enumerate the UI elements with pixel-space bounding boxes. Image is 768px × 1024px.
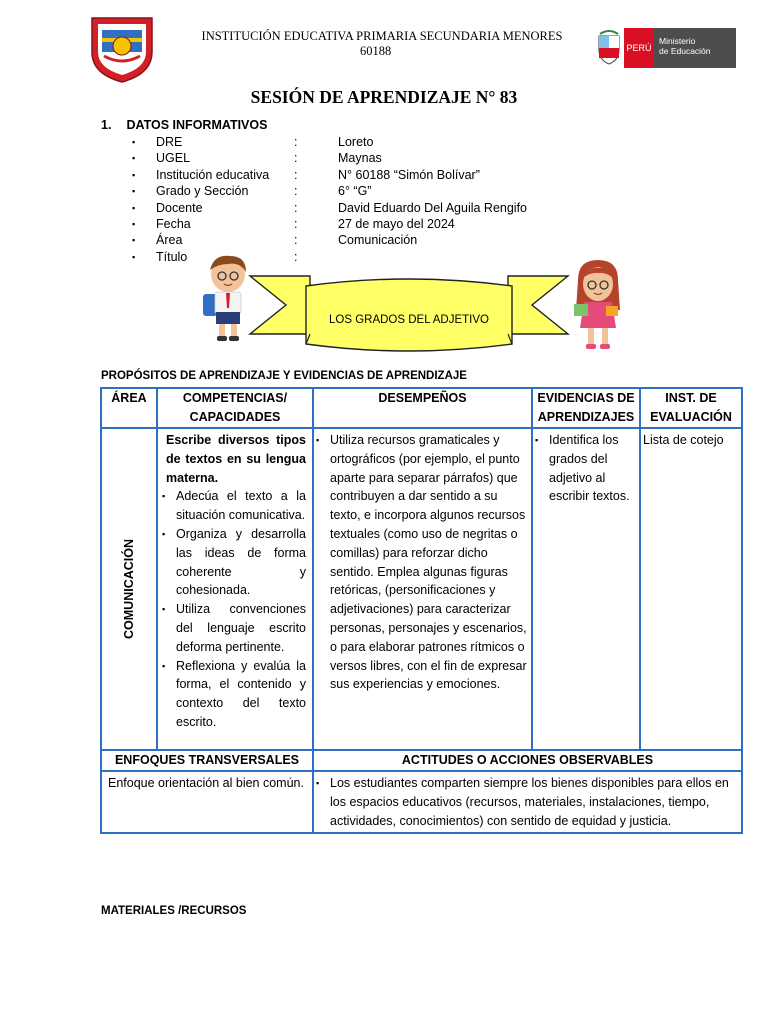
list-item bbox=[162, 487, 306, 525]
bullet-icon: ▪ bbox=[132, 251, 136, 262]
info-value: David Eduardo Del Aguila Rengifo bbox=[338, 200, 528, 215]
info-value: Comunicación bbox=[338, 233, 418, 248]
table-row bbox=[101, 771, 742, 833]
info-separator: : bbox=[294, 135, 298, 149]
list-item bbox=[316, 774, 737, 830]
desempenos-cell bbox=[313, 428, 532, 750]
ministry-line1: Ministerio bbox=[659, 36, 696, 46]
bullet-icon: ▪ bbox=[132, 169, 136, 180]
header-enfoques: ENFOQUES TRANSVERSALES bbox=[101, 750, 313, 771]
bullet-icon: ▪ bbox=[162, 491, 166, 502]
list-item bbox=[535, 431, 635, 506]
bullet-icon: ▪ bbox=[535, 435, 539, 445]
bullet-icon: ▪ bbox=[132, 137, 136, 147]
purposes-title: PROPÓSITOS DE APRENDIZAJE Y EVIDENCIAS DE APRENDIZAJE bbox=[101, 370, 467, 382]
peru-label: PERÚ bbox=[624, 28, 654, 68]
info-separator: : bbox=[294, 233, 298, 248]
info-value: N° 60188 “Simón Bolívar” bbox=[338, 167, 480, 182]
info-row bbox=[132, 183, 638, 199]
list-item bbox=[316, 431, 527, 694]
ministry-logo bbox=[596, 28, 738, 68]
info-row bbox=[132, 167, 638, 183]
materials-title: MATERIALES /RECURSOS bbox=[101, 905, 247, 917]
info-separator: : bbox=[294, 167, 298, 182]
area-cell bbox=[101, 428, 157, 750]
info-label: UGEL bbox=[156, 151, 191, 166]
info-row bbox=[132, 216, 638, 232]
learning-table bbox=[100, 387, 743, 834]
desempeno-text: Utiliza recursos gramaticales y ortográficos (por ejemplo, el punto aparte para separar párrafos) que contribuyen a dar sentido a su texto, e incorpora algunos recursos textuales (como uso de negritas o comillas) para reforzar dicho sentido. Emplea algunas figuras retóricas, (personificaciones y adjetivaciones) para caracterizar personas, personajes y escenarios, o para elaborar patrones rítmicos o versos libres, con el fin de expresar sus experiencias y emociones. bbox=[330, 433, 527, 692]
bullet-icon: ▪ bbox=[316, 778, 320, 788]
session-title: SESIÓN DE APRENDIZAJE N° 83 bbox=[250, 87, 518, 107]
info-separator: : bbox=[294, 151, 298, 166]
table-header-row bbox=[101, 388, 742, 428]
section-number: 1. bbox=[101, 118, 112, 132]
table-subheader-row bbox=[101, 750, 742, 771]
competencias-cell bbox=[157, 428, 313, 750]
info-value: Maynas bbox=[338, 151, 382, 166]
info-label: Área bbox=[156, 233, 183, 248]
info-separator: : bbox=[294, 216, 298, 231]
bullet-icon: ▪ bbox=[132, 235, 136, 246]
info-row bbox=[132, 232, 638, 248]
evidencia-text: Identifica los grados del adjetivo al escribir textos. bbox=[549, 433, 630, 504]
actitudes-cell bbox=[313, 771, 742, 833]
evidencias-cell bbox=[532, 428, 640, 750]
capacidad-text: Adecúa el texto a la situación comunicativa. bbox=[176, 489, 306, 523]
info-value: 27 de mayo del 2024 bbox=[338, 216, 455, 231]
banner-text: LOS GRADOS DEL ADJETIVO bbox=[329, 314, 489, 326]
header-desempenos: DESEMPEÑOS bbox=[313, 388, 532, 428]
info-label: Grado y Sección bbox=[156, 184, 249, 199]
header-evidencias: EVIDENCIAS DE APRENDIZAJES bbox=[532, 388, 640, 428]
bullet-icon: ▪ bbox=[132, 202, 136, 213]
ministry-line2: de Educación bbox=[659, 46, 711, 56]
info-label: Docente bbox=[156, 200, 203, 215]
list-item bbox=[162, 525, 306, 600]
info-value: 6° “G” bbox=[338, 184, 372, 199]
info-list bbox=[132, 134, 638, 265]
peru-shield-icon bbox=[596, 28, 622, 68]
header-instrumento: INST. DE EVALUACIÓN bbox=[640, 388, 742, 428]
capacidad-text: Organiza y desarrolla las ideas de forma coherente y cohesionada. bbox=[176, 526, 306, 598]
institution-code: 60188 bbox=[360, 44, 392, 58]
institution-name: INSTITUCIÓN EDUCATIVA PRIMARIA SECUNDARIA MENORES bbox=[201, 29, 563, 43]
info-row bbox=[132, 200, 638, 216]
info-value: Loreto bbox=[338, 135, 374, 149]
instrumento-cell: Lista de cotejo bbox=[640, 428, 742, 750]
enfoque-cell: Enfoque orientación al bien común. bbox=[101, 771, 313, 833]
bullet-icon: ▪ bbox=[162, 528, 166, 539]
bullet-icon: ▪ bbox=[162, 660, 166, 671]
header-competencias: COMPETENCIAS/ CAPACIDADES bbox=[157, 388, 313, 428]
info-label: Institución educativa bbox=[156, 167, 270, 182]
list-item bbox=[162, 657, 306, 732]
info-row bbox=[132, 134, 638, 150]
capacidad-text: Utiliza convenciones del lenguaje escrito deforma pertinente. bbox=[176, 602, 306, 654]
header-area: ÁREA bbox=[101, 388, 157, 428]
info-row bbox=[132, 150, 638, 166]
info-separator: : bbox=[294, 200, 298, 215]
bullet-icon: ▪ bbox=[132, 186, 136, 197]
header-actitudes: ACTITUDES O ACCIONES OBSERVABLES bbox=[313, 750, 742, 771]
ministry-label bbox=[654, 28, 736, 68]
competencia-title: Escribe diversos tipos de textos en su lengua materna. bbox=[166, 433, 306, 485]
info-label: Fecha bbox=[156, 216, 191, 231]
info-separator: : bbox=[294, 184, 298, 199]
bullet-icon: ▪ bbox=[132, 218, 136, 229]
info-label: Título bbox=[156, 249, 188, 264]
capacidades-list bbox=[162, 487, 306, 731]
girl-illustration bbox=[568, 258, 628, 354]
section-heading bbox=[101, 118, 267, 132]
area-label: COMUNICACIÓN bbox=[122, 539, 136, 639]
bullet-icon: ▪ bbox=[132, 153, 136, 164]
section-title: DATOS INFORMATIVOS bbox=[126, 118, 268, 132]
bullet-icon: ▪ bbox=[162, 604, 166, 615]
info-label: DRE bbox=[156, 135, 183, 149]
capacidad-text: Reflexiona y evalúa la forma, el contenido y contexto del texto escrito. bbox=[176, 658, 306, 729]
table-row bbox=[101, 428, 742, 750]
info-separator: : bbox=[294, 249, 298, 264]
list-item bbox=[162, 600, 306, 656]
actitud-text: Los estudiantes comparten siempre los bienes disponibles para ellos en los espacios educativos (recursos, materiales, instalaciones, tiempo, actividades, conocimientos) con sentido de equidad y justicia. bbox=[330, 776, 729, 828]
bullet-icon: ▪ bbox=[316, 435, 320, 445]
school-logo bbox=[88, 12, 156, 84]
